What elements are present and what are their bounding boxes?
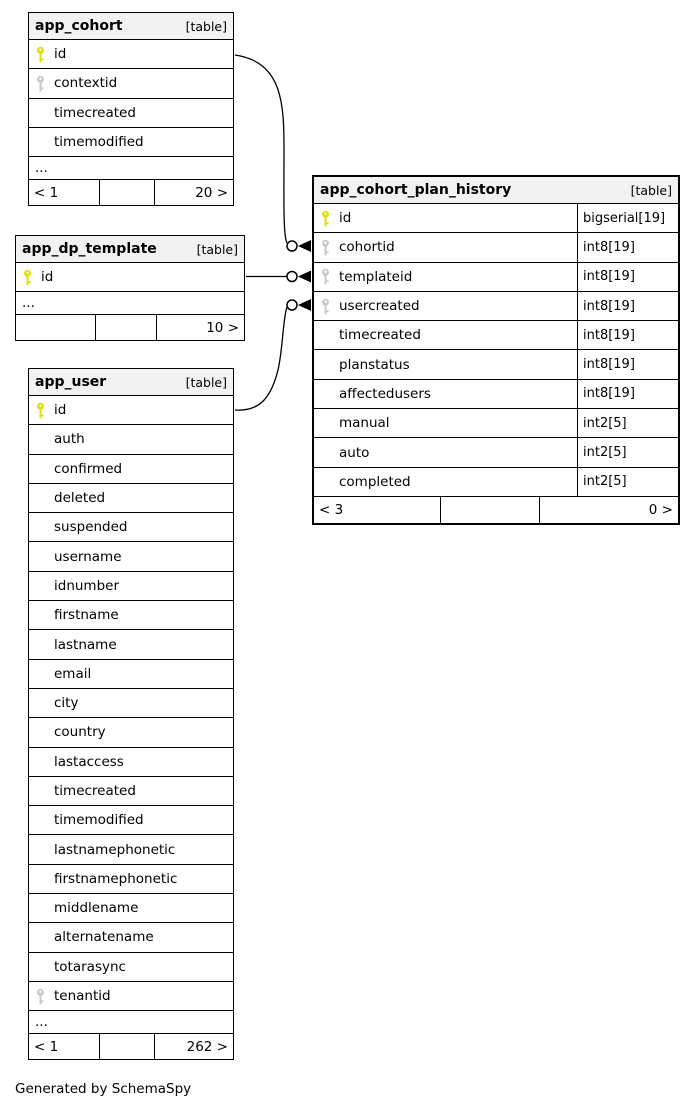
footer-child-count: 0 > [648,501,673,518]
column-row [314,350,678,379]
column-name: timemodified [54,134,144,151]
footer-child-count: 20 > [195,184,228,201]
column-name: completed [339,473,411,490]
column-row [29,99,233,128]
column-name: timecreated [54,783,136,799]
column-name: manual [339,415,390,432]
truncated-columns-row: ... [16,292,244,315]
column-name: suspended [54,519,128,536]
column-row [29,455,233,484]
column-name: deleted [54,490,106,507]
table-header [16,236,244,263]
column-name: confirmed [54,460,123,477]
column-name: id [54,46,67,63]
column-name: totarasync [54,958,126,975]
arrowhead-icon [298,271,311,283]
column-type: int8[19] [577,380,678,408]
zero-one-circle-icon [287,272,297,282]
column-type: int8[19] [577,233,678,261]
arrowhead-icon [298,299,311,311]
table-type-badge: [table] [630,182,672,198]
column-name: timemodified [54,812,144,829]
column-name: lastaccess [54,753,124,770]
column-row [29,630,233,659]
footer-spacer [96,315,158,340]
table-footer [16,315,244,340]
footer-spacer [100,1034,155,1059]
column-row [29,894,233,923]
table-type-badge: [table] [185,374,227,390]
column-row [29,572,233,601]
primary-key-icon [35,402,54,419]
column-row [29,484,233,513]
table-name[interactable]: app_dp_template [22,241,157,257]
table-node-app_user[interactable] [28,368,234,1060]
foreign-key-icon [320,298,339,315]
column-name: timecreated [54,104,136,121]
column-name: usercreated [339,298,420,315]
column-row [314,263,678,292]
column-row [16,263,244,292]
footer-spacer [441,497,539,523]
arrowhead-icon [298,240,311,252]
table-header [314,177,678,204]
primary-key-icon [22,269,41,286]
column-row [29,425,233,454]
zero-one-circle-icon [287,241,297,251]
column-name: lastname [54,636,117,653]
column-type: int2[5] [577,438,678,466]
column-name: email [54,665,92,682]
column-row [314,292,678,321]
table-name[interactable]: app_cohort [35,18,123,34]
column-row [29,923,233,952]
column-type: int2[5] [577,409,678,437]
column-name: firstname [54,607,119,624]
column-row [29,660,233,689]
column-name: id [41,269,54,286]
column-name: contextid [54,75,118,92]
relationship-app_user-id-to-usercreated [235,299,311,410]
column-name: templateid [339,268,413,285]
table-type-badge: [table] [196,241,238,257]
column-name: id [339,210,352,227]
column-row [314,380,678,409]
truncated-columns-row: ... [29,157,233,180]
column-row [29,748,233,777]
column-name: planstatus [339,356,410,373]
zero-one-circle-icon [287,300,297,310]
column-name: alternatename [54,929,154,946]
column-name: id [54,402,67,419]
column-row [29,777,233,806]
column-type: int2[5] [577,468,678,496]
column-name: username [54,548,122,565]
foreign-key-icon [320,268,339,285]
table-node-app_dp_template[interactable] [15,235,245,341]
column-name: idnumber [54,577,120,594]
column-row [29,542,233,571]
column-type: int8[19] [577,263,678,291]
footer-child-count: 262 > [186,1038,228,1055]
column-row [314,321,678,350]
column-row [29,601,233,630]
table-footer [314,497,678,523]
truncated-columns-row: ... [29,1011,233,1034]
column-name: city [54,695,79,712]
column-name: firstnamephonetic [54,870,178,887]
column-row [314,233,678,262]
column-name: cohortid [339,239,395,256]
column-row [29,953,233,982]
foreign-key-icon [320,239,339,256]
table-header [29,369,233,396]
footer-parent-count [16,315,96,340]
footer-spacer [100,180,155,205]
primary-key-icon [35,46,54,63]
column-row [29,513,233,542]
column-name: timecreated [339,327,421,344]
column-row [29,982,233,1011]
relationship-app_dp_template-id-to-templateid [246,271,311,283]
table-header [29,13,233,40]
relationship-app_cohort-id-to-cohortid [235,55,311,252]
column-name: tenantid [54,988,111,1005]
column-type: int8[19] [577,321,678,349]
footer-parent-count: < 1 [29,180,100,205]
column-row [29,396,233,425]
table-name[interactable]: app_cohort_plan_history [320,182,512,198]
footer-parent-count: < 1 [29,1034,100,1059]
column-name: lastnamephonetic [54,841,176,858]
column-type: int8[19] [577,350,678,378]
footer-child-count: 10 > [206,319,239,336]
column-type: bigserial[19] [577,204,678,232]
primary-key-icon [320,210,339,227]
column-row [29,40,233,69]
table-footer [29,180,233,205]
column-row [29,689,233,718]
column-name: country [54,724,106,741]
foreign-key-icon [35,75,54,92]
table-type-badge: [table] [185,18,227,34]
column-row [29,806,233,835]
column-row [29,69,233,98]
column-row [29,865,233,894]
column-row [29,718,233,747]
column-name: auto [339,444,370,461]
column-type: int8[19] [577,292,678,320]
column-name: auth [54,431,85,448]
footer-parent-count: < 3 [314,497,441,523]
column-row [314,204,678,233]
table-node-app_cohort[interactable] [28,12,234,206]
column-row [314,468,678,497]
column-row [314,409,678,438]
column-row [29,128,233,157]
foreign-key-icon [35,988,54,1005]
table-name[interactable]: app_user [35,374,107,390]
column-row [314,438,678,467]
column-row [29,835,233,864]
column-name: affectedusers [339,385,431,402]
generated-by-note: Generated by SchemaSpy [15,1081,192,1097]
table-footer [29,1034,233,1059]
table-node-app_cohort_plan_history[interactable] [312,175,680,525]
column-name: middlename [54,900,139,917]
